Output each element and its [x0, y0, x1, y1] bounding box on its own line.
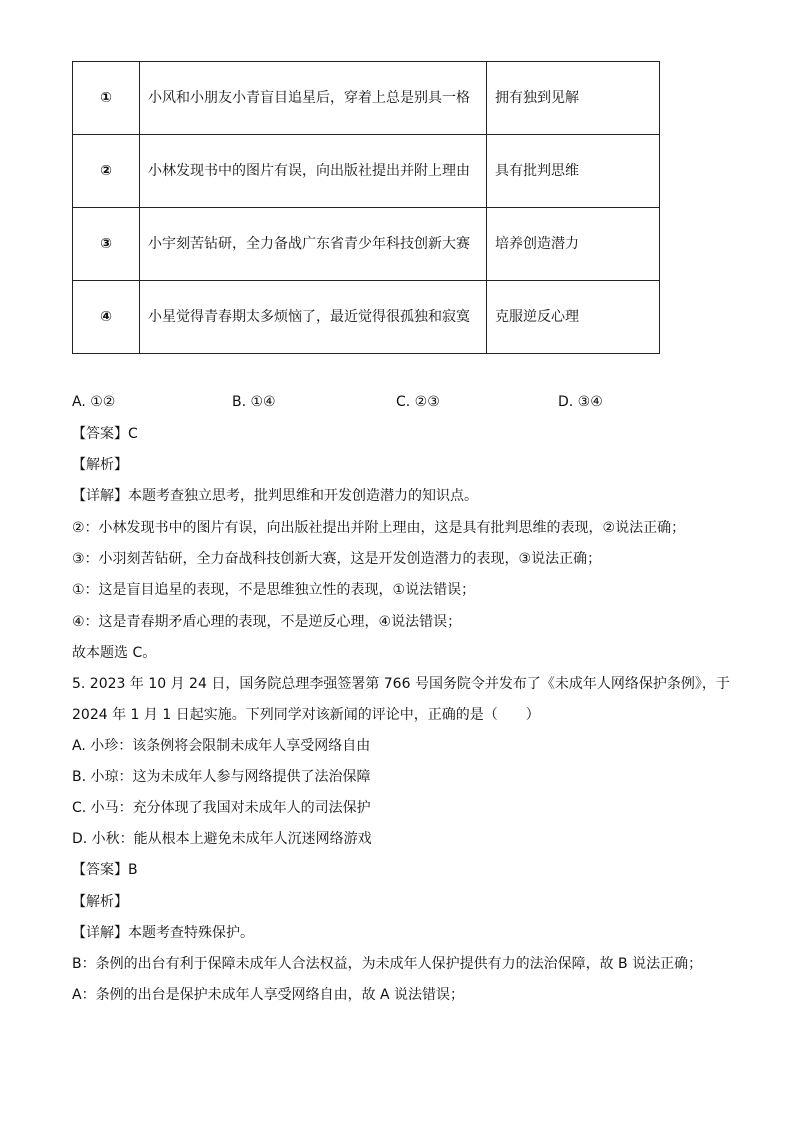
q5-detail: 【详解】本题考查特殊保护。: [72, 925, 254, 941]
q5-stem-line: 5. 2023 年 10 月 24 日，国务院总理李强签署第 766 号国务院令并发布了《未成年人网络保护条例》，于: [72, 676, 730, 692]
row-result: 培养创造潜力: [487, 208, 660, 281]
q5-answer: 【答案】B: [72, 862, 138, 878]
table-row: [73, 208, 660, 281]
q4-conclusion: 故本题选 C。: [72, 645, 157, 661]
q5-analysis-heading: 【解析】: [72, 894, 128, 910]
q5-option-a: A. 小珍：该条例将会限制未成年人享受网络自由: [72, 738, 371, 754]
row-description: 小林发现书中的图片有误，向出版社提出并附上理由: [140, 135, 487, 208]
q5-explanation-line: A：条例的出台是保护未成年人享受网络自由，故 A 说法错误；: [72, 987, 465, 1003]
row-description: 小风和小朋友小青盲目追星后，穿着上总是别具一格: [140, 62, 487, 135]
q4-explanation-line: ④：这是青春期矛盾心理的表现，不是逆反心理，④说法错误；: [72, 614, 462, 630]
q4-option-d: D. ③④: [558, 394, 603, 410]
q4-option-a: A. ①②: [72, 394, 116, 410]
table-row: [73, 62, 660, 135]
q4-analysis-heading: 【解析】: [72, 457, 128, 473]
q5-option-b: B. 小琼：这为未成年人参与网络提供了法治保障: [72, 769, 371, 785]
table-row: [73, 281, 660, 354]
row-result: 拥有独到见解: [487, 62, 660, 135]
q4-explanation-line: ③：小羽刻苦钻研，全力奋战科技创新大赛，这是开发创造潜力的表现，③说法正确；: [72, 551, 602, 567]
row-number: ①: [73, 62, 140, 135]
q5-option-c: C. 小马：充分体现了我国对未成年人的司法保护: [72, 800, 371, 816]
q4-explanation-line: ②：小林发现书中的图片有误，向出版社提出并附上理由，这是具有批判思维的表现，②说法正确；: [72, 520, 686, 536]
row-description: 小宇刻苦钻研，全力备战广东省青少年科技创新大赛: [140, 208, 487, 281]
q5-option-d: D. 小秋：能从根本上避免未成年人沉迷网络游戏: [72, 831, 372, 847]
row-number: ②: [73, 135, 140, 208]
q5-stem-line: 2024 年 1 月 1 日起实施。下列同学对该新闻的评论中，正确的是（ ）: [72, 707, 540, 723]
row-description: 小星觉得青春期太多烦恼了，最近觉得很孤独和寂寞: [140, 281, 487, 354]
row-result: 具有批判思维: [487, 135, 660, 208]
q5-explanation-line: B：条例的出台有利于保障未成年人合法权益，为未成年人保护提供有力的法治保障，故 B 说法正确；: [72, 956, 703, 972]
q4-option-c: C. ②③: [396, 394, 440, 410]
row-number: ④: [73, 281, 140, 354]
q4-explanation-line: ①：这是盲目追星的表现，不是思维独立性的表现，①说法错误；: [72, 582, 476, 598]
statement-table: [72, 61, 660, 354]
q4-detail: 【详解】本题考查独立思考，批判思维和开发创造潜力的知识点。: [72, 488, 478, 504]
row-number: ③: [73, 208, 140, 281]
table-row: [73, 135, 660, 208]
row-result: 克服逆反心理: [487, 281, 660, 354]
q4-answer: 【答案】C: [72, 426, 138, 442]
q4-option-b: B. ①④: [232, 394, 276, 410]
